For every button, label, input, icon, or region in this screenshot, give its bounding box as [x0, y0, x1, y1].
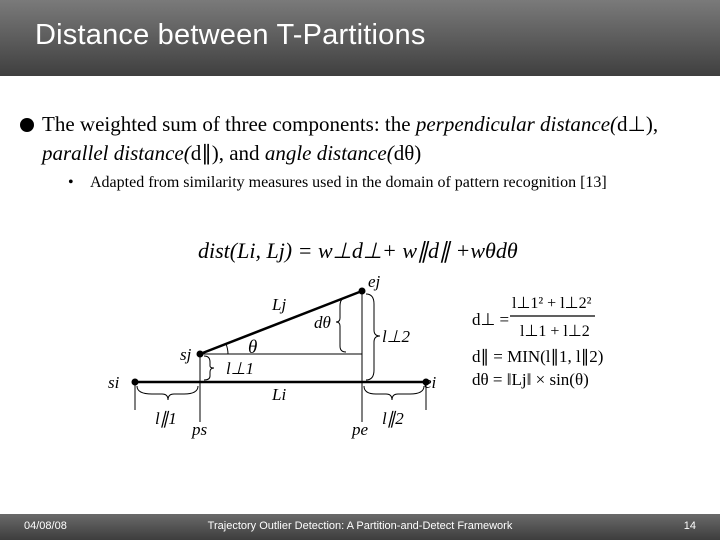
- sub-bullet-dot-icon: •: [68, 174, 74, 191]
- sub-bullet-text: Adapted from similarity measures used in the domain of pattern recognition [13]: [90, 174, 607, 191]
- brace-dtheta: [336, 298, 346, 352]
- label-lperp1: l⊥1: [226, 359, 255, 378]
- label-lperp2: l⊥2: [382, 327, 411, 346]
- point-sj: [197, 351, 204, 358]
- formula-dtheta: dθ = ‖Lj‖ × sin(θ): [472, 370, 589, 389]
- label-si: si: [108, 373, 120, 392]
- footer-bar: [0, 514, 720, 540]
- label-pe: pe: [352, 420, 369, 439]
- label-theta: θ: [248, 337, 258, 358]
- brace-lperp1: [204, 356, 214, 380]
- par-term: parallel distance: [42, 141, 184, 165]
- footer-title: Trajectory Outlier Detection: A Partition-and-Detect Framework: [207, 520, 513, 532]
- formula-dperp-den: l⊥1 + l⊥2: [520, 323, 590, 340]
- bullet-dot-icon: [20, 118, 34, 132]
- label-ei: ei: [424, 373, 437, 392]
- ang-term: angle distance: [264, 141, 387, 165]
- label-lpar2: l∥2: [382, 409, 404, 428]
- label-lj: Lj: [272, 295, 287, 314]
- main-bullet: The weighted sum of three components: the perpendicular distance(d⊥), parallel distance(d∥), and angle distance(dθ): [42, 110, 692, 168]
- brace-lperp2: [366, 294, 380, 380]
- label-sj: sj: [180, 345, 192, 364]
- label-lpar1: l∥1: [155, 409, 177, 428]
- bullet-text-mid1: ),: [645, 112, 659, 136]
- bullet-text-mid2: ), and: [211, 141, 265, 165]
- brace-lpar2: [364, 386, 424, 400]
- bullet-text-end: ): [414, 141, 422, 165]
- par-symbol: d∥: [190, 141, 212, 165]
- label-dtheta: dθ: [314, 313, 331, 332]
- point-ej: [359, 288, 366, 295]
- point-si: [132, 379, 139, 386]
- ang-symbol: dθ: [393, 141, 415, 165]
- formula-dperp-num: l⊥1² + l⊥2²: [512, 295, 592, 312]
- sub-bullet: [68, 172, 650, 194]
- slide-title: Distance between T-Partitions: [35, 19, 426, 51]
- bullet-text-pre: The weighted sum of three components: the: [42, 112, 416, 136]
- brace-lpar1: [137, 386, 198, 400]
- label-li: Li: [272, 385, 287, 404]
- formula-dperp-lhs: d⊥ =: [472, 310, 510, 329]
- title-bar: [0, 0, 720, 76]
- angle-arc: [226, 344, 228, 354]
- formula-dpar: d∥ = MIN(l∥1, l∥2): [472, 347, 604, 366]
- perp-term: perpendicular distance: [415, 112, 611, 136]
- label-ej: ej: [368, 272, 381, 291]
- formula-dist: dist(Li, Lj) = w⊥d⊥+ w∥d∥ +wθdθ: [198, 238, 518, 263]
- footer-page-number: 14: [683, 520, 696, 532]
- distance-figure: [100, 232, 630, 447]
- footer-date: 04/08/08: [24, 520, 67, 532]
- perp-symbol: d⊥: [617, 112, 646, 136]
- label-ps: ps: [192, 420, 208, 439]
